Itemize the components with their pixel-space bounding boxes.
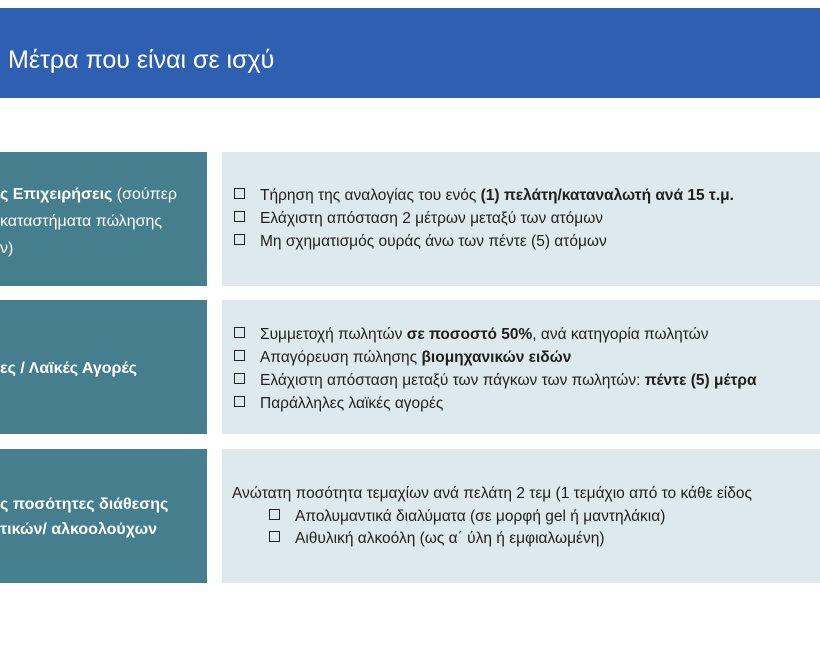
row-label-line — [0, 517, 157, 543]
page-title: Μέτρα που είναι σε ισχύ — [8, 46, 275, 74]
list-item — [234, 210, 603, 228]
intro-text: Ανώτατη ποσότητα τεμαχίων ανά πελάτη 2 τεμ (1 τεμάχιο από το κάθε είδος — [232, 485, 752, 502]
row-label-line — [0, 492, 168, 518]
row-label-text: (σούπερ — [112, 186, 177, 203]
list-item — [269, 530, 604, 548]
item-text: Ελάχιστη απόσταση μεταξύ των πάγκων των πωλητών: — [260, 372, 645, 389]
checkbox-bullet-icon — [269, 509, 280, 520]
checkbox-bullet-icon — [234, 350, 245, 361]
item-text: Μη σχηματισμός ουράς άνω των πέντε (5) ατόμων — [260, 233, 607, 250]
row-body-quantities — [222, 449, 820, 583]
item-text-bold: (1) πελάτη/καταναλωτή ανά 15 τ.μ. — [480, 187, 734, 204]
item-text: Απαγόρευση πώλησης — [260, 349, 422, 366]
row-label-text: ς ποσότητες διάθεσης — [0, 496, 169, 513]
list-item — [234, 326, 708, 344]
checkbox-bullet-icon — [234, 211, 245, 222]
list-item — [234, 372, 757, 390]
list-item — [234, 187, 734, 205]
row-label-text: ς Επιχειρήσεις — [0, 186, 113, 203]
item-text: Τήρηση της αναλογίας του ενός — [260, 187, 481, 204]
checkbox-bullet-icon — [234, 188, 245, 199]
item-text-bold: σε ποσοστό 50% — [406, 326, 533, 343]
row-label-text: καταστήματα πώλησης — [0, 213, 163, 230]
checkbox-bullet-icon — [234, 234, 245, 245]
row-body-businesses — [222, 152, 820, 286]
list-item — [234, 349, 571, 367]
list-item — [234, 395, 443, 413]
header-banner — [0, 8, 820, 98]
row-label-line — [0, 236, 13, 262]
row-label-line — [0, 356, 137, 382]
item-text-bold: πέντε (5) μέτρα — [644, 372, 757, 389]
item-text: Συμμετοχή πωλητών — [260, 326, 407, 343]
row-label-quantities — [0, 449, 207, 583]
checkbox-bullet-icon — [234, 327, 245, 338]
list-item — [269, 508, 665, 526]
item-text: Αιθυλική αλκοόλη (ως α΄ ύλη ή εμφιαλωμένη) — [295, 530, 605, 547]
row-label-line — [0, 209, 162, 235]
row-label-text: τικών/ αλκοολούχων — [0, 521, 158, 538]
checkbox-bullet-icon — [269, 531, 280, 542]
item-text: Απολυμαντικά διαλύματα (σε μορφή gel ή μαντηλάκια) — [295, 508, 666, 525]
checkbox-bullet-icon — [234, 396, 245, 407]
item-text: , ανά κατηγορία πωλητών — [532, 326, 709, 343]
row-label-line — [0, 182, 177, 208]
row-label-businesses — [0, 152, 207, 286]
row-body-markets — [222, 300, 820, 434]
item-text-bold: βιομηχανικών ειδών — [421, 349, 572, 366]
item-text: Ελάχιστη απόσταση 2 μέτρων μεταξύ των ατόμων — [260, 210, 604, 227]
row-label-markets — [0, 300, 207, 434]
row-label-text: ν) — [0, 240, 14, 257]
checkbox-bullet-icon — [234, 373, 245, 384]
row-label-text: ες / Λαϊκές Αγορές — [0, 360, 137, 377]
list-item — [234, 233, 607, 251]
item-text: Παράλληλες λαϊκές αγορές — [260, 395, 444, 412]
